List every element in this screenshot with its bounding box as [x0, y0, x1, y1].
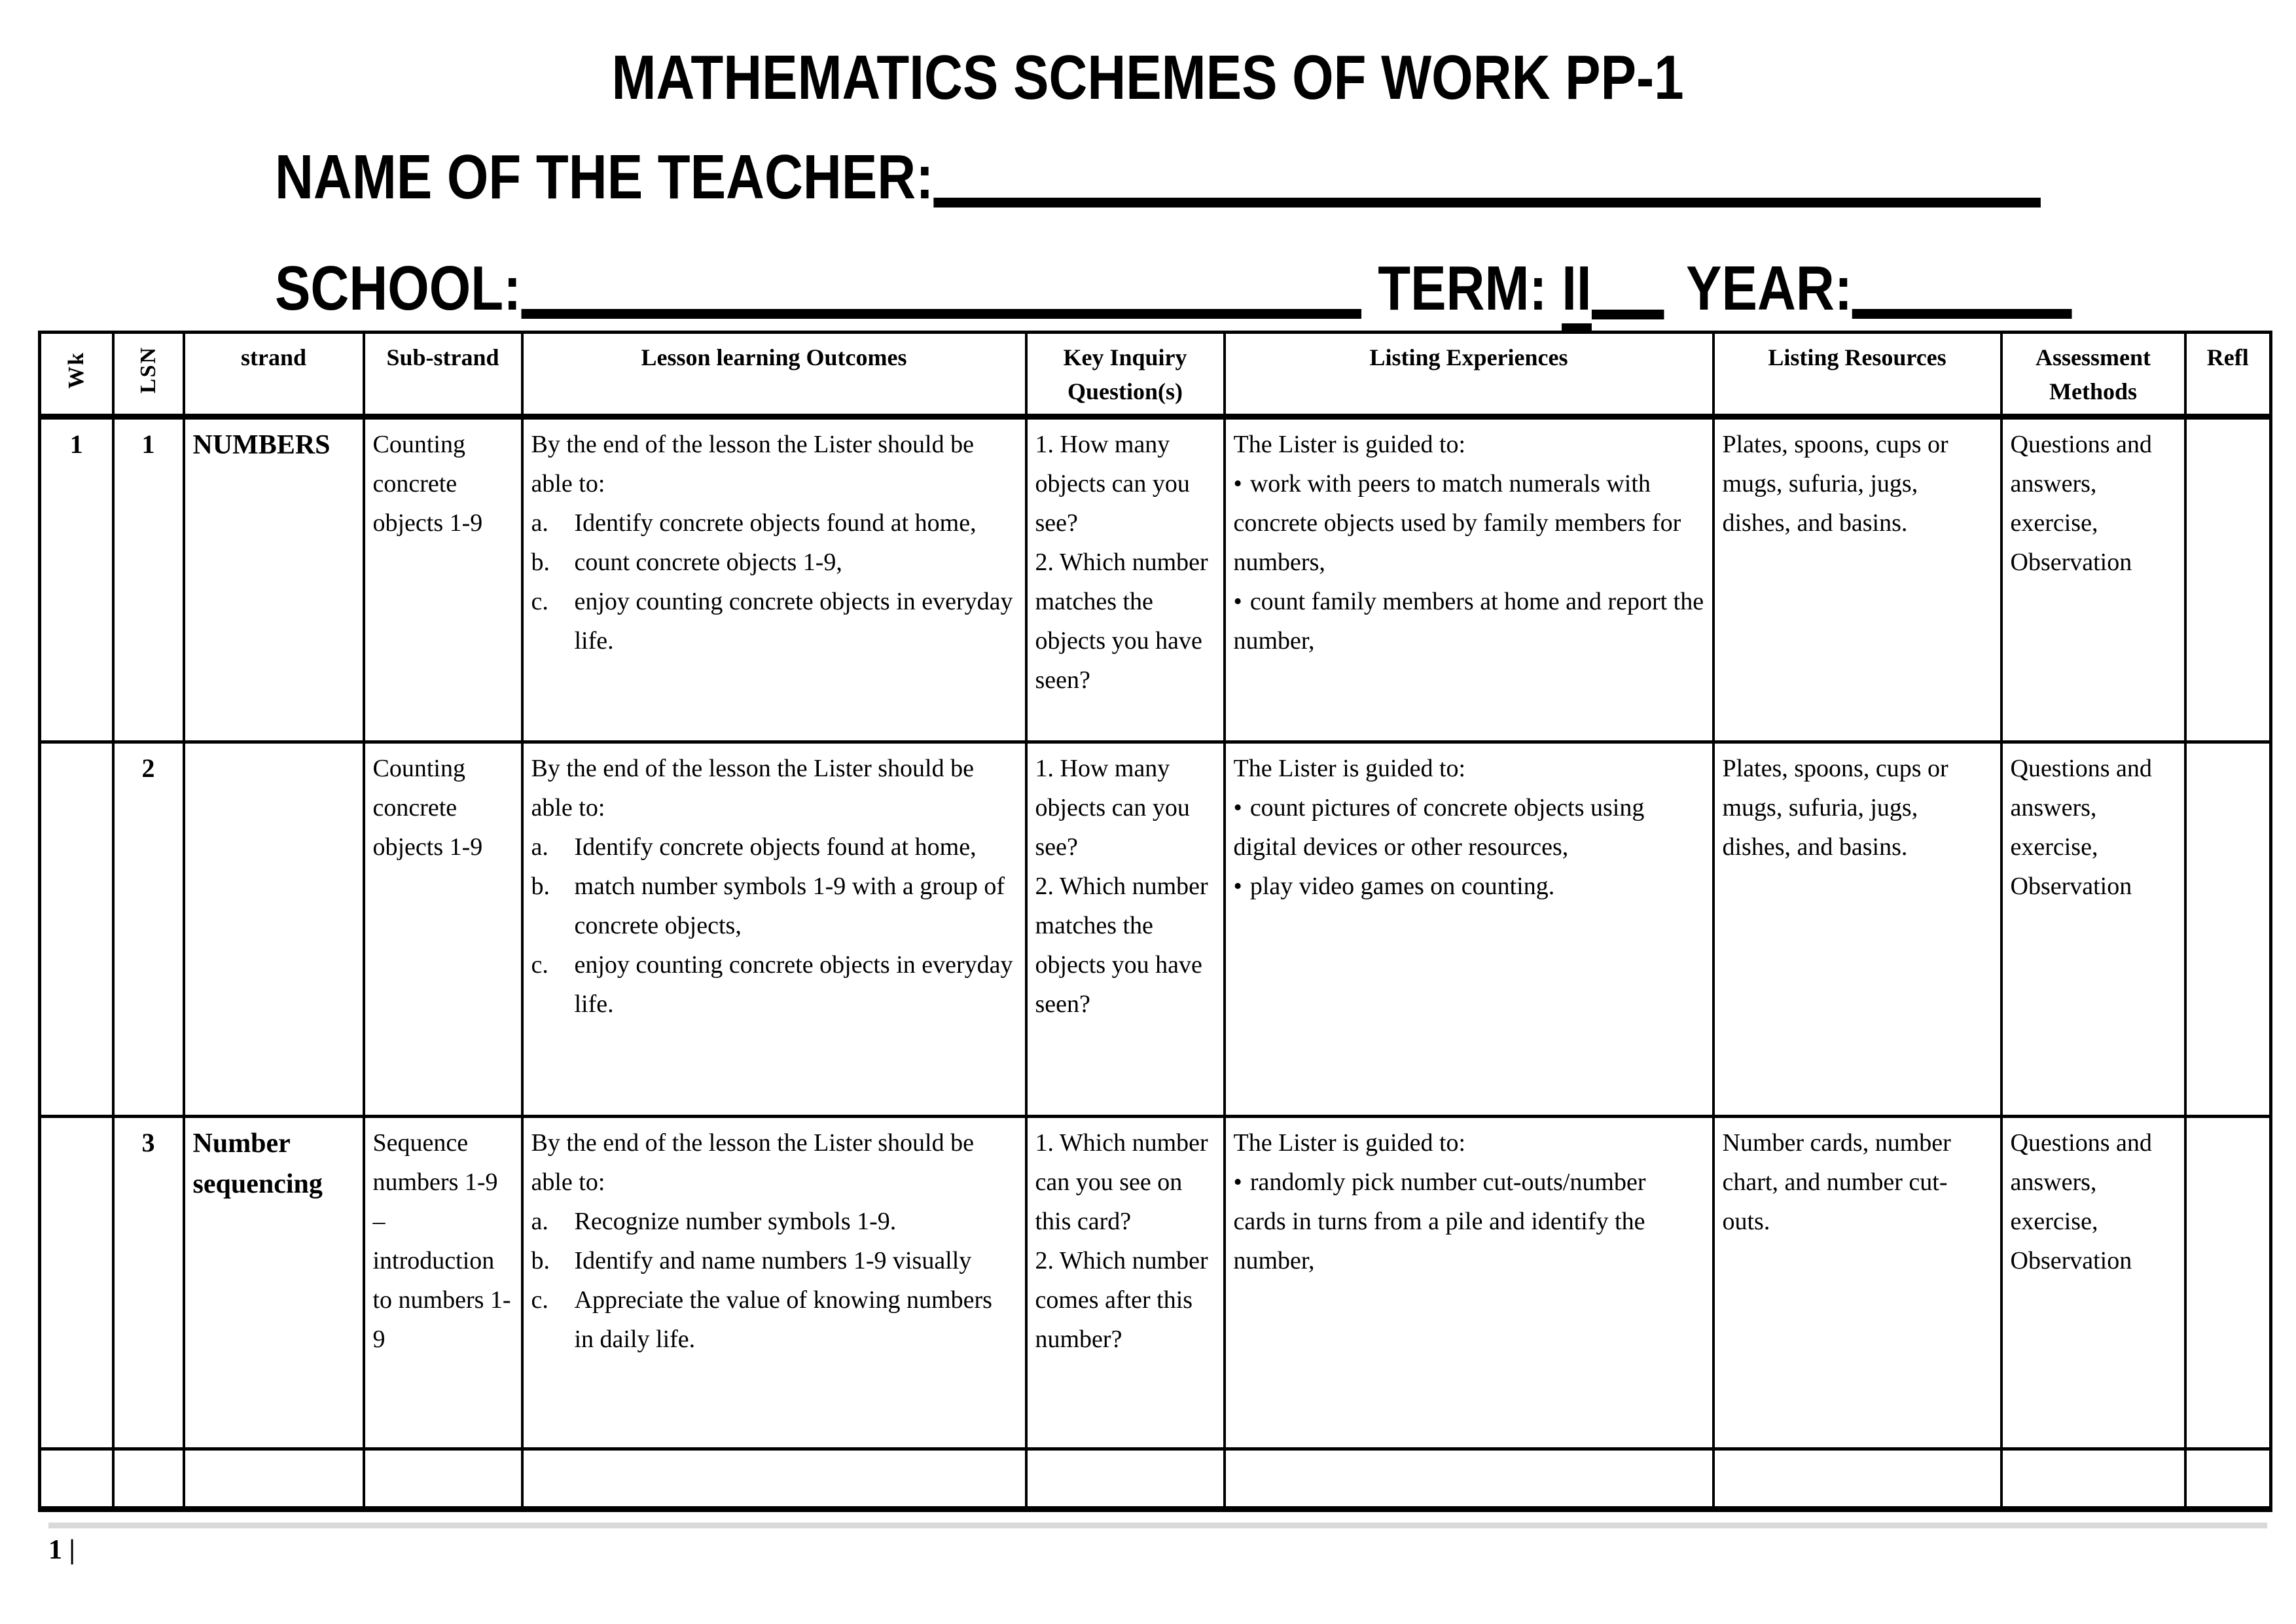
table-row [40, 742, 2271, 1117]
outcomes-intro: By the end of the lesson the Lister should be able to: [531, 755, 974, 821]
experiences-intro: The Lister is guided to: [1233, 431, 1466, 458]
resources-cell: Plates, spoons, cups or mugs, sufuria, jugs, dishes, and basins. [1713, 742, 2001, 1117]
bullet-icon: • [1233, 470, 1242, 497]
table-row-empty [40, 1449, 2271, 1509]
strand-cell [184, 742, 364, 1117]
experiences-cell [1225, 1117, 1713, 1449]
bullet-icon: • [1233, 1168, 1242, 1196]
term-value: II [1562, 253, 1591, 333]
lsn-cell [113, 1449, 184, 1509]
outcome-item: a. Identify concrete objects found at home, [531, 509, 977, 537]
col-header-strand: strand [184, 333, 364, 417]
page-title-text: MATHEMATICS SCHEMES OF WORK PP-1 [611, 43, 1685, 113]
resources-cell [1713, 1449, 2001, 1509]
refl-cell [2185, 742, 2271, 1117]
strand-cell: Number sequencing [184, 1117, 364, 1449]
refl-cell [2185, 417, 2271, 742]
outcomes-cell [522, 1117, 1026, 1449]
lsn-cell: 1 [113, 417, 184, 742]
refl-cell [2185, 1117, 2271, 1449]
teacher-label: NAME OF THE TEACHER: [275, 142, 934, 212]
outcome-item: b. count concrete objects 1-9, [531, 549, 842, 576]
experience-item: • randomly pick number cut-outs/number cards in turns from a pile and identify the number, [1233, 1168, 1646, 1274]
col-header-resources: Listing Resources [1713, 333, 2001, 417]
page-title [0, 42, 2296, 114]
outcomes-cell [522, 417, 1026, 742]
inquiry-question: 2. Which number matches the objects you have seen? [1035, 873, 1208, 1018]
inquiry-question: 1. Which number can you see on this card? [1035, 1129, 1208, 1235]
col-header-lsn: LSN [113, 333, 184, 417]
assessment-cell: Questions and answers, exercise, Observation [2001, 1117, 2185, 1449]
col-header-outcomes: Lesson learning Outcomes [522, 333, 1026, 417]
wk-cell [40, 742, 113, 1117]
experience-item: • play video games on counting. [1233, 873, 1555, 900]
experiences-intro: The Lister is guided to: [1233, 1129, 1466, 1157]
sub-strand-cell: Counting concrete objects 1-9 [364, 742, 522, 1117]
bullet-icon: • [1233, 794, 1242, 821]
term-blank [1592, 310, 1664, 319]
header-row [40, 333, 2271, 417]
inquiry-cell [1026, 417, 1225, 742]
outcome-item: c. enjoy counting concrete objects in everyday life. [531, 951, 1013, 1018]
inquiry-question: 2. Which number matches the objects you have seen? [1035, 549, 1208, 694]
school-line [275, 253, 2296, 325]
scheme-of-work-table [38, 331, 2272, 1512]
experiences-cell [1225, 417, 1713, 742]
outcomes-intro: By the end of the lesson the Lister should be able to: [531, 431, 974, 497]
resources-cell: Number cards, number chart, and number cut-outs. [1713, 1117, 2001, 1449]
bullet-icon: • [1233, 588, 1242, 615]
inquiry-question: 1. How many objects can you see? [1035, 755, 1190, 861]
outcome-item: c. Appreciate the value of knowing numbers in daily life. [531, 1286, 992, 1353]
col-header-sub-strand: Sub-strand [364, 333, 522, 417]
wk-cell: 1 [40, 417, 113, 742]
inquiry-question: 1. How many objects can you see? [1035, 431, 1190, 537]
year-blank [1852, 309, 2072, 319]
outcome-item: a. Recognize number symbols 1-9. [531, 1208, 897, 1235]
col-header-assessment: Assessment Methods [2001, 333, 2185, 417]
sub-strand-cell: Counting concrete objects 1-9 [364, 417, 522, 742]
outcome-item: b. match number symbols 1-9 with a group of concrete objects, [531, 873, 1005, 939]
strand-cell [184, 1449, 364, 1509]
col-header-inquiry: Key Inquiry Question(s) [1026, 333, 1225, 417]
assessment-cell [2001, 1449, 2185, 1509]
outcomes-cell [522, 742, 1026, 1117]
teacher-line [275, 141, 2296, 213]
experiences-intro: The Lister is guided to: [1233, 755, 1466, 782]
footer-divider [48, 1523, 2267, 1528]
term-label: TERM: [1378, 253, 1547, 323]
outcomes-cell [522, 1449, 1026, 1509]
assessment-cell: Questions and answers, exercise, Observation [2001, 742, 2185, 1117]
table-row [40, 1117, 2271, 1449]
sub-strand-cell: Sequence numbers 1-9 – introduction to numbers 1-9 [364, 1117, 522, 1449]
lsn-cell: 2 [113, 742, 184, 1117]
experience-item: • work with peers to match numerals with concrete objects used by family members for numbers, [1233, 470, 1681, 576]
inquiry-cell [1026, 1117, 1225, 1449]
experience-item: • count family members at home and report the number, [1233, 588, 1704, 655]
col-header-experiences: Listing Experiences [1225, 333, 1713, 417]
sub-strand-cell [364, 1449, 522, 1509]
col-header-refl: Refl [2185, 333, 2271, 417]
inquiry-cell [1026, 742, 1225, 1117]
refl-cell [2185, 1449, 2271, 1509]
assessment-cell: Questions and answers, exercise, Observation [2001, 417, 2185, 742]
wk-cell [40, 1449, 113, 1509]
outcome-item: a. Identify concrete objects found at home, [531, 833, 977, 861]
col-header-wk: Wk [40, 333, 113, 417]
school-label: SCHOOL: [275, 253, 522, 323]
experiences-cell [1225, 1449, 1713, 1509]
outcome-item: b. Identify and name numbers 1-9 visually [531, 1247, 972, 1274]
year-label: YEAR: [1686, 253, 1852, 323]
inquiry-question: 2. Which number comes after this number? [1035, 1247, 1208, 1353]
outcome-item: c. enjoy counting concrete objects in everyday life. [531, 588, 1013, 655]
wk-cell [40, 1117, 113, 1449]
strand-cell: NUMBERS [184, 417, 364, 742]
resources-cell: Plates, spoons, cups or mugs, sufuria, jugs, dishes, and basins. [1713, 417, 2001, 742]
lsn-cell: 3 [113, 1117, 184, 1449]
experiences-cell [1225, 742, 1713, 1117]
teacher-name-blank [933, 198, 2041, 208]
experience-item: • count pictures of concrete objects using digital devices or other resources, [1233, 794, 1645, 861]
outcomes-intro: By the end of the lesson the Lister should be able to: [531, 1129, 974, 1196]
table-row [40, 417, 2271, 742]
school-name-blank [521, 309, 1361, 319]
bullet-icon: • [1233, 873, 1242, 900]
page-number: 1 | [48, 1535, 75, 1565]
inquiry-cell [1026, 1449, 1225, 1509]
